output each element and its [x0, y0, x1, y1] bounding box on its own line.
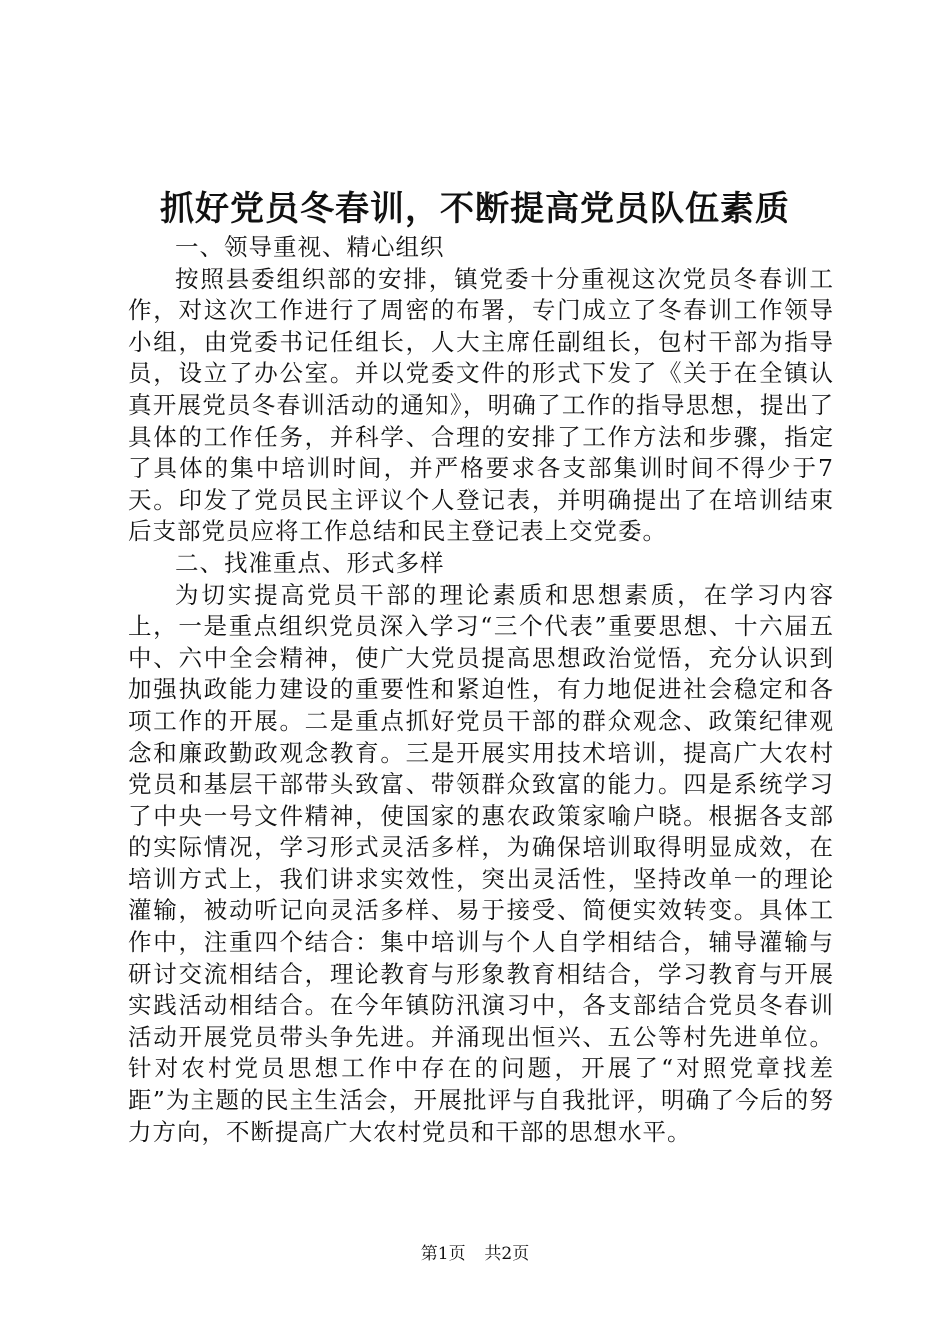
page-total: 共2页 [484, 1244, 530, 1264]
body-paragraph-2: 为切实提高党员干部的理论素质和思想素质，在学习内容上，一是重点组织党员深入学习“三个代表”重要思想、十六届五中、六中全会精神，使广大党员提高思想政治觉悟，充分认识到加强执政能力建设的重要性和紧迫性，有力地促进社会稳定和各项工作的开展。二是重点抓好党员干部的群众观念、政策纪律观念和廉政勤政观念教育。三是开展实用技术培训，提高广大农村党员和基层干部带头致富、带领群众致富的能力。四是系统学习了中央一号文件精神，使国家的惠农政策家喻户晓。根据各支部的实际情况，学习形式灵活多样，为确保培训取得明显成效，在培训方式上，我们讲求实效性，突出灵活性，坚持改单一的理论灌输，被动听记向灵活多样、易于接受、简便实效转变。具体工作中，注重四个结合：集中培训与个人自学相结合，辅导灌输与研讨交流相结合，理论教育与形象教育相结合，学习教育与开展实践活动相结合。在今年镇防汛演习中，各支部结合党员冬春训活动开展党员带头争先进。并涌现出恒兴、五公等村先进单位。针对农村党员思想工作中存在的问题，开展了“对照党章找差距”为主题的民主生活会，开展批评与自我批评，明确了今后的努力方向，不断提高广大农村党员和干部的思想水平。 [128, 580, 834, 1146]
page-footer [0, 1242, 950, 1266]
document-body [128, 232, 834, 1148]
body-paragraph-1: 按照县委组织部的安排，镇党委十分重视这次党员冬春训工作，对这次工作进行了周密的布署，专门成立了冬春训工作领导小组，由党委书记任组长，人大主席任副组长，包村干部为指导员，设立了办公室。并以党委文件的形式下发了《关于在全镇认真开展党员冬春训活动的通知》，明确了工作的指导思想，提出了具体的工作任务，并科学、合理的安排了工作方法和步骤，指定了具体的集中培训时间，并严格要求各支部集训时间不得少于7天。印发了党员民主评议个人登记表，并明确提出了在培训结束后支部党员应将工作总结和民主登记表上交党委。 [128, 264, 834, 546]
section-heading-1: 一、领导重视、精心组织 [175, 233, 445, 261]
page-number: 第1页 [420, 1244, 466, 1264]
document-title: 抓好党员冬春训，不断提高党员队伍素质 [160, 189, 790, 229]
section-heading-2: 二、找准重点、形式多样 [175, 548, 445, 577]
